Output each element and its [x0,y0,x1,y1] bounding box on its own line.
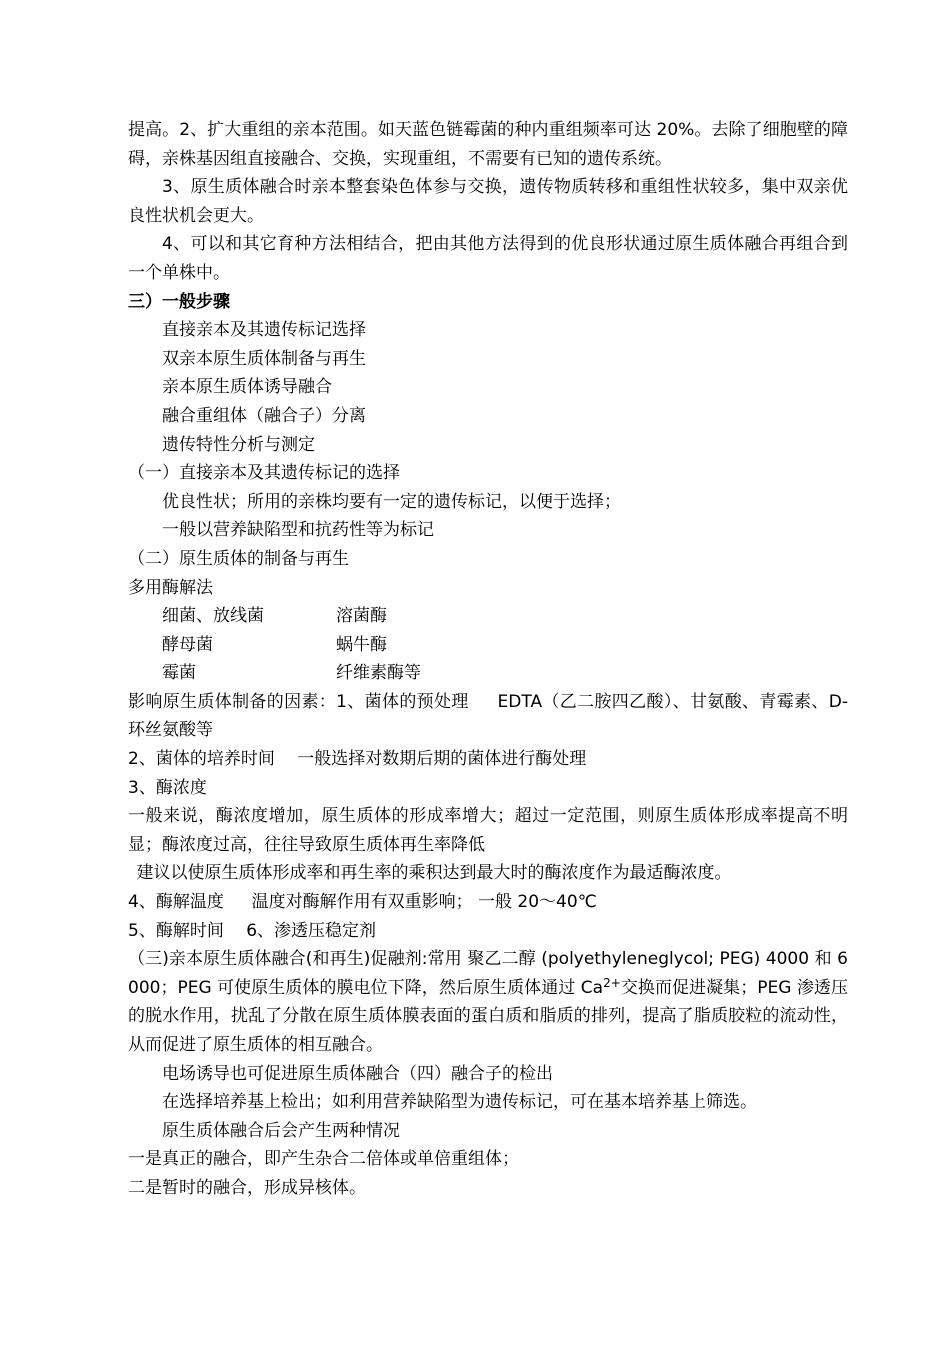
enzyme-cell: 溶菌酶 [336,606,387,627]
paragraph-factor-culture-time: 2、菌体的培养时间 一般选择对数期后期的菌体进行酶处理 [128,749,587,770]
paragraph-enzymatic-method: 多用酶解法 [128,577,213,598]
paragraph-advantage-3: 3、原生质体融合时亲本整套染色体参与交换，遗传物质转移和重组性状较多，集中双亲优良性状机会更大。 [128,177,848,226]
paragraph-electric-field: 电场诱导也可促进原生质体融合（四）融合子的检出 [162,1063,553,1084]
paragraph-factor-pretreatment: 影响原生质体制备的因素：1、菌体的预处理 EDTA（乙二胺四乙酸）、甘氨酸、青霉素、D-环丝氨酸等 [128,691,848,741]
paragraph-factor-enzyme-concentration: 3、酶浓度 [128,777,207,798]
peg-text-part-1: （三)亲本原生质体融合(和再生)促融剂:常用 聚乙二醇 (polyethyleneglycol; PEG) 4000 和 6000；PEG 可使原生质体的膜电位下降，然后原生质体通过 Ca [128,949,848,998]
step-item-1: 直接亲本及其遗传标记选择 [162,320,366,341]
paragraph-selection-medium: 在选择培养基上检出；如利用营养缺陷型为遗传标记，可在基本培养基上筛选。 [162,1092,757,1113]
peg-text-part-2: 交换而促进凝集；PEG 渗透压的脱水作用，扰乱了分散在原生质体膜表面的蛋白质和脂质的排列，提高了脂质胶粒的流动性，从而促进了原生质体的相互融合。 [128,977,848,1055]
paragraph-marker-types: 一般以营养缺陷型和抗药性等为标记 [162,520,434,541]
calcium-charge-superscript: 2+ [603,975,621,990]
paragraph-concentration-effect: 一般来说，酶浓度增加，原生质体的形成率增大；超过一定范围，则原生质体形成率提高不明显；酶浓度过高，往往导致原生质体再生率降低 [128,806,848,855]
paragraph-marker-selection: 优良性状；所用的亲株均要有一定的遗传标记，以便于选择； [162,491,621,512]
paragraph-advantage-2: 提高。2、扩大重组的亲本范围。如天蓝色链霉菌的种内重组频率可达 20%。去除了细胞壁的障碍，亲株基因组直接融合、交换，实现重组，不需要有已知的遗传系统。 [128,120,848,169]
paragraph-case-two: 二是暂时的融合，形成异核体。 [128,1177,366,1198]
step-item-2: 双亲本原生质体制备与再生 [162,348,366,369]
paragraph-case-one: 一是真正的融合，即产生杂合二倍体或单倍重组体； [128,1149,519,1170]
step-item-4: 融合重组体（融合子）分离 [162,405,366,426]
paragraph-factor-temperature: 4、酶解温度 温度对酶解作用有双重影响； 一般 20～40℃ [128,892,597,913]
subsection-heading-2: （二）原生质体的制备与再生 [128,548,349,569]
paragraph-optimal-concentration: 建议以使原生质体形成率和再生率的乘积达到最大时的酶浓度作为最适酶浓度。 [136,863,732,884]
organism-cell: 细菌、放线菌 [162,606,264,627]
step-item-3: 亲本原生质体诱导融合 [162,377,332,398]
document-page [128,116,848,1203]
enzyme-table-row [128,659,848,688]
organism-cell: 霉菌 [162,663,196,684]
paragraph-factor-time-osmotic: 5、酶解时间 6、渗透压稳定剂 [128,920,377,941]
enzyme-table-row [128,631,848,660]
paragraph-advantage-4: 4、可以和其它育种方法相结合，把由其他方法得到的优良形状通过原生质体融合再组合到一个单株中。 [128,234,848,283]
enzyme-table-row [128,602,848,631]
subsection-heading-1: （一）直接亲本及其遗传标记的选择 [128,463,400,484]
enzyme-cell: 蜗牛酶 [336,634,387,655]
organism-cell: 酵母菌 [162,634,213,655]
paragraph-fusion-peg [128,945,848,1059]
enzyme-cell: 纤维素酶等 [336,663,421,684]
paragraph-two-cases: 原生质体融合后会产生两种情况 [162,1120,400,1141]
section-heading-general-steps: 三）一般步骤 [128,291,230,312]
step-item-5: 遗传特性分析与测定 [162,434,315,455]
